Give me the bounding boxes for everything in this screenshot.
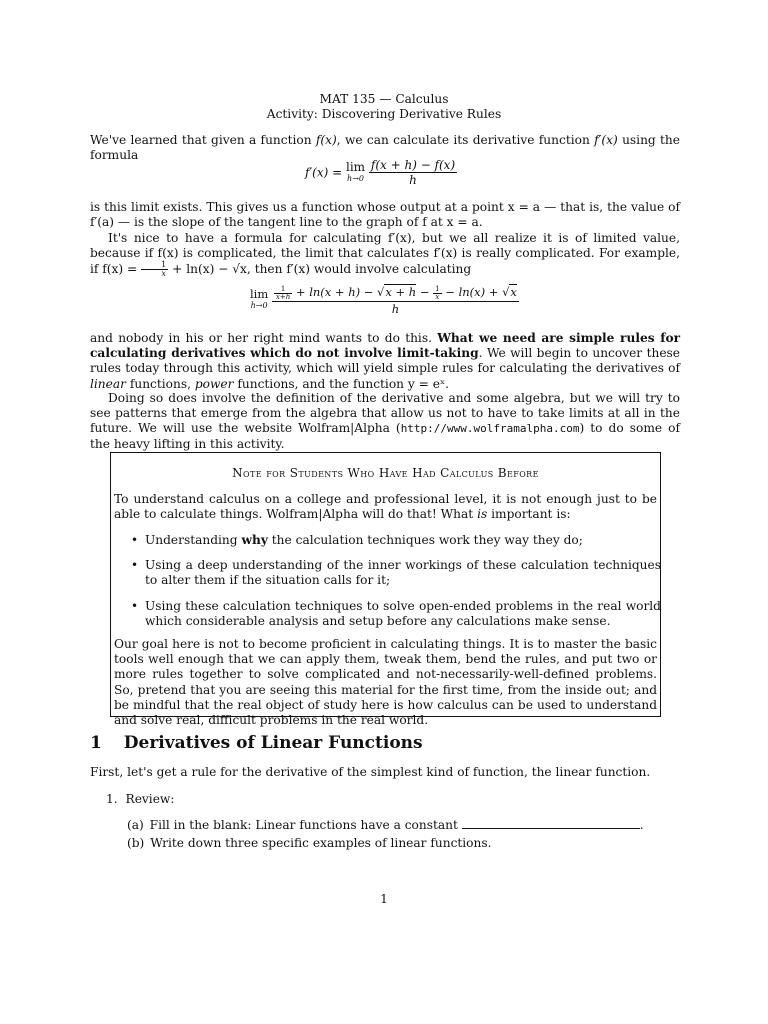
section-number: 1 <box>90 733 102 753</box>
difference-quotient: $\frac{f(x + h) - f(x)}{h}$ <box>370 158 456 187</box>
bullet-icon: • <box>131 599 139 613</box>
intro-paragraph-4: and nobody in his or her right mind wants to do this. What we need are simple rules for calculating derivatives which do not involve limit-taking. We will begin to uncover these rules today through this activity, which will yield simple rules for calculating the derivatives of linear functions, power functions, and the function y = eˣ. <box>90 331 680 391</box>
complicated-limit-formula <box>250 285 519 316</box>
bullet-icon: • <box>131 558 139 572</box>
complicated-quotient: $\frac{1}{x+h}$ + ln(x + h) − √x + h − $\frac{1}{x}$ − ln(x) + √x h <box>272 285 519 316</box>
course-title: MAT 135 — Calculus <box>319 92 449 106</box>
note-paragraph: To understand calculus on a college and professional level, it is not enough just to be able to calculate things. Wolfram|Alpha will do that! What is important is: <box>114 492 657 522</box>
question-1b: (b) Write down three specific examples of linear functions. <box>127 836 492 850</box>
activity-title: Activity: Discovering Derivative Rules <box>266 107 502 121</box>
note-title: Note for Students Who Have Had Calculus Before <box>232 466 539 480</box>
question-1: 1. Review: <box>106 792 175 806</box>
intro-paragraph-5: Doing so does involve the definition of the derivative and some algebra, but we will try to see patterns that emerge from the algebra that allow us not to have to take limits at all in the future. We will use the website Wolfram|Alpha (http://www.wolframalpha.com) to do some of the heavy lifting in this activity. <box>90 391 680 451</box>
fill-in-blank[interactable] <box>462 817 640 829</box>
math-fx: f(x) <box>315 133 337 147</box>
limit-operator: lim h→0 <box>346 159 366 183</box>
derivative-definition-formula: f′(x) = lim h→0 $\frac{f(x + h) - f(x)}{h}$ <box>305 158 456 187</box>
question-1a: (a) Fill in the blank: Linear functions have a constant . <box>127 818 644 832</box>
limit-operator-2: lim h→0 <box>250 287 269 311</box>
note-closing-paragraph: Our goal here is not to become proficient in calculating things. It is to master the basic tools well enough that we can apply them, tweak them, bend the rules, and put two or more rules together to solve complicated and not-necessarily-well-defined problems. So, pretend that you are seeing this material for the first time, from the inside out; and be mindful that the real object of study here is how calculus can be used to understand and solve real, difficult problems in the real world. <box>114 637 657 728</box>
wolfram-url[interactable]: http://www.wolframalpha.com <box>400 422 580 436</box>
intro-paragraph-1: We've learned that given a function f(x), we can calculate its derivative function f′(x) using the formula <box>90 133 680 163</box>
intro-paragraph-3: It's nice to have a formula for calculating f′(x), but we all realize it is of limited value, because if f(x) is complicated, the limit that calculates f′(x) is really complicated. For example, if f(x) = $\frac{1}{x}$ + ln(x) − √x, then f′(x) would involve calculating <box>90 231 680 279</box>
section-heading <box>90 733 423 753</box>
document-header <box>0 92 768 122</box>
page-number: 1 <box>380 892 388 906</box>
note-box: Note for Students Who Have Had Calculus Before To understand calculus on a college and professional level, it is not enough just to be able to calculate things. Wolfram|Alpha will do that! What is important is: • Understanding why the calculation techniques work they way they do; • Using a deep understanding of the inner workings of these calculation techniques to alter them if the situation calls for it; • Using these calculation techniques to solve open-ended problems in the real world which considerable analysis and setup before any calculations make sense. Our goal here is not to become proficient in calculating things. It is to master the basic tools well enough that we can apply them, tweak them, bend the rules, and put two or more rules together to solve complicated and not-necessarily-well-defined problems. So, pretend that you are seeing this material for the first time, from the inside out; and be mindful that the real object of study here is how calculus can be used to understand and solve real, difficult problems in the real world. <box>110 452 661 717</box>
fraction-one-over-x: $\frac{1}{x}$ <box>141 261 168 278</box>
section-title: Derivatives of Linear Functions <box>123 733 423 753</box>
math-fprime-x: f′(x) <box>594 133 618 147</box>
section-intro: First, let's get a rule for the derivative of the simplest kind of function, the linear function. <box>90 765 651 779</box>
bullet-icon: • <box>131 533 139 547</box>
intro-paragraph-2: is this limit exists. This gives us a function whose output at a point x = a — that is, the value of f′(a) — is the slope of the tangent line to the graph of f at x = a. <box>90 200 680 230</box>
